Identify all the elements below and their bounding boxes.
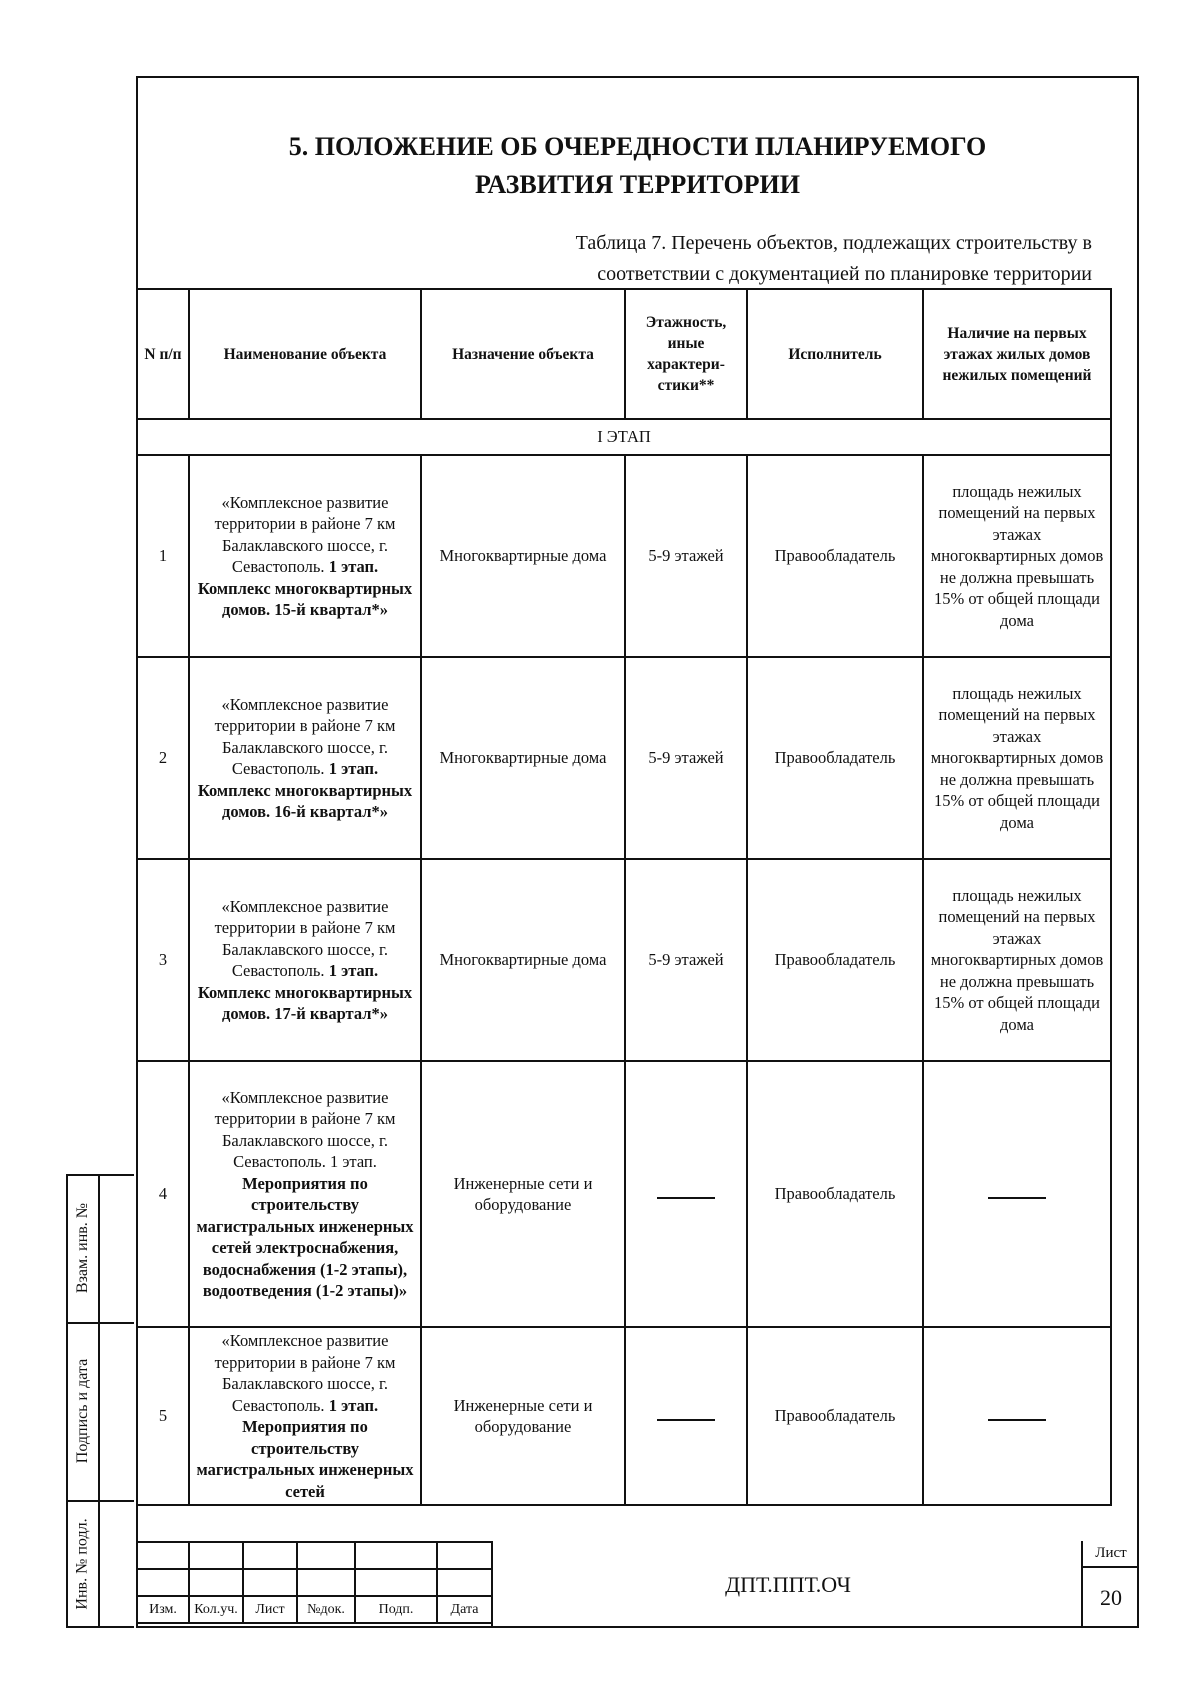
row-name-bold: 1 этап. Мероприятия по строительству магистральных инженерных сетей xyxy=(196,1395,414,1501)
row-name-plain: «Комплексное развитие территории в районе 7 км Балаклавского шоссе, г. Севастополь. xyxy=(214,896,396,980)
side-inv xyxy=(66,1500,100,1628)
row-name-bold: 1 этап. Комплекс многоквартирных домов. 16-й квартал*» xyxy=(197,759,413,821)
sheet-box xyxy=(1081,1541,1139,1628)
header-name: Наименование объекта xyxy=(189,289,421,419)
header-purpose: Назначение объекта xyxy=(421,289,625,419)
table-row xyxy=(137,455,1111,657)
row-purpose: Многоквартирные дома xyxy=(421,657,625,859)
header-premises: Наличие на первых этажах жилых домов нежилых помещений xyxy=(923,289,1111,419)
row-purpose: Многоквартирные дома xyxy=(421,455,625,657)
row-purpose: Инженерные сети и оборудование xyxy=(421,1061,625,1327)
title-block-row xyxy=(137,1542,492,1569)
row-executor: Правообладатель xyxy=(747,859,923,1061)
row-name-plain: «Комплексное развитие территории в районе 7 км Балаклавского шоссе, г. Севастополь. xyxy=(214,492,396,576)
row-executor: Правообладатель xyxy=(747,455,923,657)
table-row xyxy=(137,859,1111,1061)
row-floors: 5-9 этажей xyxy=(625,455,747,657)
row-num: 1 xyxy=(137,455,189,657)
row-executor: Правообладатель xyxy=(747,657,923,859)
row-name xyxy=(189,1327,421,1505)
empty-dash xyxy=(657,1197,715,1199)
empty-dash xyxy=(988,1197,1046,1199)
side-podpis-label: Подпись и дата xyxy=(74,1358,91,1464)
sheet-label: Лист xyxy=(1083,1541,1139,1568)
caption-line-2: соответствии с документацией по планировке территории xyxy=(597,263,1092,285)
title-block-grid xyxy=(136,1541,493,1624)
stage-row xyxy=(137,419,1111,455)
side-inv-label: Инв. № подл. xyxy=(74,1518,92,1610)
side-podpis xyxy=(66,1322,100,1500)
row-premises: площадь нежилых помещений на первых этажах многоквартирных домов не должна превышать 15% от общей площади дома xyxy=(923,859,1111,1061)
row-num: 5 xyxy=(137,1327,189,1505)
label-data: Дата xyxy=(437,1596,492,1623)
row-name-bold: Мероприятия по строительству магистральных инженерных сетей электроснабжения, водоснабжения (1-2 этапы), водоотведения (1-2 этапы)» xyxy=(196,1173,414,1300)
row-premises xyxy=(923,1327,1111,1505)
label-koluch: Кол.уч. xyxy=(189,1596,243,1623)
table-row xyxy=(137,1061,1111,1327)
row-premises xyxy=(923,1061,1111,1327)
document-code: ДПТ.ППТ.ОЧ xyxy=(491,1541,1083,1628)
table-caption xyxy=(576,228,1092,290)
title-block-row xyxy=(137,1569,492,1596)
row-num: 3 xyxy=(137,859,189,1061)
title-block xyxy=(136,1541,1139,1628)
row-executor: Правообладатель xyxy=(747,1327,923,1505)
row-premises: площадь нежилых помещений на первых этажах многоквартирных домов не должна превышать 15% от общей площади дома xyxy=(923,657,1111,859)
table-row xyxy=(137,1327,1111,1505)
side-vzam xyxy=(66,1174,100,1322)
empty-dash xyxy=(657,1419,715,1421)
title-line-1: 5. ПОЛОЖЕНИЕ ОБ ОЧЕРЕДНОСТИ ПЛАНИРУЕМОГО xyxy=(288,132,987,161)
row-name xyxy=(189,1061,421,1327)
row-name-bold: 1 этап. Комплекс многоквартирных домов. 17-й квартал*» xyxy=(197,961,413,1023)
sheet-number: 20 xyxy=(1100,1585,1122,1610)
stage-label: I ЭТАП xyxy=(137,419,1111,455)
row-name xyxy=(189,455,421,657)
row-num: 2 xyxy=(137,657,189,859)
row-premises: площадь нежилых помещений на первых этажах многоквартирных домов не должна превышать 15% от общей площади дома xyxy=(923,455,1111,657)
caption-line-1: Таблица 7. Перечень объектов, подлежащих строительству в xyxy=(575,232,1092,254)
title-block-labels xyxy=(137,1596,492,1623)
row-name-plain: «Комплексное развитие территории в районе 7 км Балаклавского шоссе, г. Севастополь. xyxy=(214,1331,396,1415)
title-line-2: РАЗВИТИЯ ТЕРРИТОРИИ xyxy=(474,170,801,199)
header-num: N п/п xyxy=(137,289,189,419)
row-name-plain: «Комплексное развитие территории в районе 7 км Балаклавского шоссе, г. Севастополь. xyxy=(214,694,396,778)
objects-table xyxy=(136,288,1112,1506)
row-name-plain: «Комплексное развитие территории в районе 7 км Балаклавского шоссе, г. Севастополь. 1 этап. xyxy=(214,1087,396,1171)
row-name xyxy=(189,657,421,859)
row-floors xyxy=(625,1327,747,1505)
row-executor: Правообладатель xyxy=(747,1061,923,1327)
label-izm: Изм. xyxy=(137,1596,189,1623)
row-purpose: Многоквартирные дома xyxy=(421,859,625,1061)
row-name-bold: 1 этап. Комплекс многоквартирных домов. 15-й квартал*» xyxy=(197,557,413,619)
side-vzam-label: Взам. инв. № xyxy=(74,1202,92,1294)
row-floors xyxy=(625,1061,747,1327)
row-num: 4 xyxy=(137,1061,189,1327)
row-floors: 5-9 этажей xyxy=(625,657,747,859)
row-name xyxy=(189,859,421,1061)
header-executor: Исполнитель xyxy=(747,289,923,419)
table-header-row xyxy=(137,289,1111,419)
table-row xyxy=(137,657,1111,859)
header-floors: Этажность, иные характери-стики** xyxy=(625,289,747,419)
row-floors: 5-9 этажей xyxy=(625,859,747,1061)
label-list: Лист xyxy=(243,1596,297,1623)
label-podp: Подп. xyxy=(355,1596,437,1623)
row-purpose: Инженерные сети и оборудование xyxy=(421,1327,625,1505)
label-ndok: №док. xyxy=(297,1596,355,1623)
empty-dash xyxy=(988,1419,1046,1421)
page-title xyxy=(136,128,1139,204)
